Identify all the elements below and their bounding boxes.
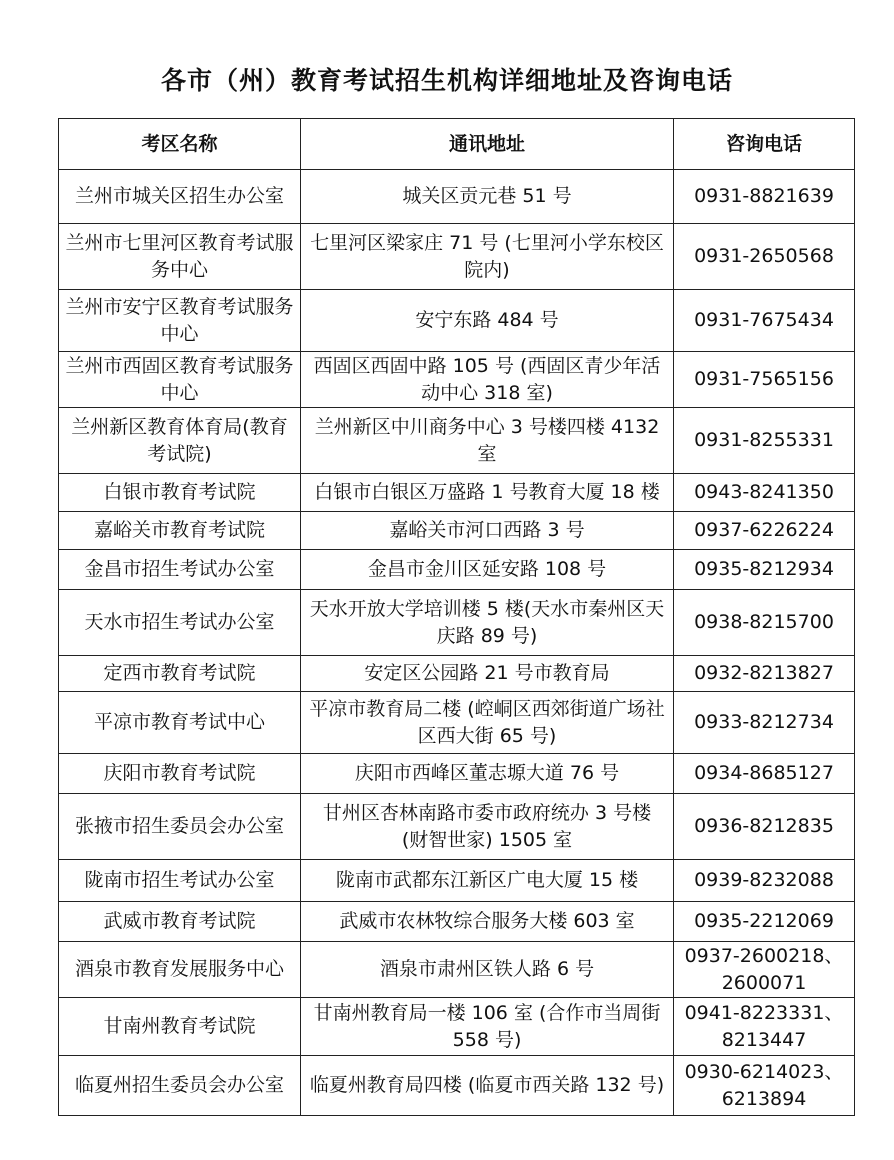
cell-address: 七里河区梁家庄 71 号 (七里河小学东校区院内) bbox=[301, 224, 674, 290]
table-row bbox=[59, 794, 855, 860]
cell-region-name: 张掖市招生委员会办公室 bbox=[59, 794, 301, 860]
table-row bbox=[59, 170, 855, 224]
cell-address: 庆阳市西峰区董志塬大道 76 号 bbox=[301, 754, 674, 794]
contact-table bbox=[58, 118, 855, 1116]
table-row bbox=[59, 998, 855, 1056]
table-row bbox=[59, 290, 855, 352]
table-row bbox=[59, 550, 855, 590]
cell-phone: 0936-8212835 bbox=[674, 794, 855, 860]
table-row bbox=[59, 692, 855, 754]
cell-region-name: 武威市教育考试院 bbox=[59, 902, 301, 942]
cell-phone: 0937-6226224 bbox=[674, 512, 855, 550]
cell-address: 甘州区杏林南路市委市政府统办 3 号楼 (财智世家) 1505 室 bbox=[301, 794, 674, 860]
cell-region-name: 天水市招生考试办公室 bbox=[59, 590, 301, 656]
table-row bbox=[59, 590, 855, 656]
cell-phone: 0937-2600218、2600071 bbox=[674, 942, 855, 998]
cell-address: 平凉市教育局二楼 (崆峒区西郊街道广场社区西大街 65 号) bbox=[301, 692, 674, 754]
cell-address: 陇南市武都东江新区广电大厦 15 楼 bbox=[301, 860, 674, 902]
cell-address: 武威市农林牧综合服务大楼 603 室 bbox=[301, 902, 674, 942]
table-row bbox=[59, 512, 855, 550]
header-address: 通讯地址 bbox=[301, 119, 674, 170]
table-row bbox=[59, 224, 855, 290]
cell-address: 兰州新区中川商务中心 3 号楼四楼 4132 室 bbox=[301, 408, 674, 474]
table-row bbox=[59, 656, 855, 692]
cell-phone: 0931-8821639 bbox=[674, 170, 855, 224]
table-row bbox=[59, 902, 855, 942]
cell-region-name: 临夏州招生委员会办公室 bbox=[59, 1056, 301, 1116]
table-row bbox=[59, 474, 855, 512]
cell-phone: 0935-8212934 bbox=[674, 550, 855, 590]
cell-phone: 0941-8223331、8213447 bbox=[674, 998, 855, 1056]
cell-region-name: 兰州市西固区教育考试服务中心 bbox=[59, 352, 301, 408]
cell-address: 天水开放大学培训楼 5 楼(天水市秦州区天庆路 89 号) bbox=[301, 590, 674, 656]
cell-address: 酒泉市肃州区铁人路 6 号 bbox=[301, 942, 674, 998]
header-region-name: 考区名称 bbox=[59, 119, 301, 170]
cell-address: 临夏州教育局四楼 (临夏市西关路 132 号) bbox=[301, 1056, 674, 1116]
table-row bbox=[59, 1056, 855, 1116]
cell-address: 白银市白银区万盛路 1 号教育大厦 18 楼 bbox=[301, 474, 674, 512]
cell-region-name: 嘉峪关市教育考试院 bbox=[59, 512, 301, 550]
cell-region-name: 兰州市七里河区教育考试服务中心 bbox=[59, 224, 301, 290]
page-title: 各市（州）教育考试招生机构详细地址及咨询电话 bbox=[160, 66, 733, 95]
cell-address: 城关区贡元巷 51 号 bbox=[301, 170, 674, 224]
table-row bbox=[59, 754, 855, 794]
cell-phone: 0932-8213827 bbox=[674, 656, 855, 692]
table-row bbox=[59, 408, 855, 474]
cell-phone: 0931-2650568 bbox=[674, 224, 855, 290]
cell-phone: 0933-8212734 bbox=[674, 692, 855, 754]
table-header bbox=[59, 119, 855, 170]
cell-phone: 0931-8255331 bbox=[674, 408, 855, 474]
cell-region-name: 平凉市教育考试中心 bbox=[59, 692, 301, 754]
cell-region-name: 金昌市招生考试办公室 bbox=[59, 550, 301, 590]
cell-address: 安宁东路 484 号 bbox=[301, 290, 674, 352]
cell-region-name: 兰州新区教育体育局(教育考试院) bbox=[59, 408, 301, 474]
cell-phone: 0934-8685127 bbox=[674, 754, 855, 794]
cell-phone: 0930-6214023、6213894 bbox=[674, 1056, 855, 1116]
cell-region-name: 庆阳市教育考试院 bbox=[59, 754, 301, 794]
cell-phone: 0931-7565156 bbox=[674, 352, 855, 408]
cell-address: 甘南州教育局一楼 106 室 (合作市当周街 558 号) bbox=[301, 998, 674, 1056]
table-row bbox=[59, 860, 855, 902]
cell-address: 安定区公园路 21 号市教育局 bbox=[301, 656, 674, 692]
table-row bbox=[59, 942, 855, 998]
cell-region-name: 酒泉市教育发展服务中心 bbox=[59, 942, 301, 998]
cell-phone: 0935-2212069 bbox=[674, 902, 855, 942]
cell-region-name: 白银市教育考试院 bbox=[59, 474, 301, 512]
cell-region-name: 兰州市城关区招生办公室 bbox=[59, 170, 301, 224]
table-row bbox=[59, 352, 855, 408]
cell-address: 西固区西固中路 105 号 (西固区青少年活动中心 318 室) bbox=[301, 352, 674, 408]
cell-phone: 0938-8215700 bbox=[674, 590, 855, 656]
cell-region-name: 陇南市招生考试办公室 bbox=[59, 860, 301, 902]
cell-address: 嘉峪关市河口西路 3 号 bbox=[301, 512, 674, 550]
cell-phone: 0931-7675434 bbox=[674, 290, 855, 352]
cell-address: 金昌市金川区延安路 108 号 bbox=[301, 550, 674, 590]
header-row bbox=[59, 119, 855, 170]
cell-region-name: 兰州市安宁区教育考试服务中心 bbox=[59, 290, 301, 352]
header-phone: 咨询电话 bbox=[674, 119, 855, 170]
table-body bbox=[59, 170, 855, 1116]
cell-phone: 0943-8241350 bbox=[674, 474, 855, 512]
cell-region-name: 甘南州教育考试院 bbox=[59, 998, 301, 1056]
cell-phone: 0939-8232088 bbox=[674, 860, 855, 902]
cell-region-name: 定西市教育考试院 bbox=[59, 656, 301, 692]
